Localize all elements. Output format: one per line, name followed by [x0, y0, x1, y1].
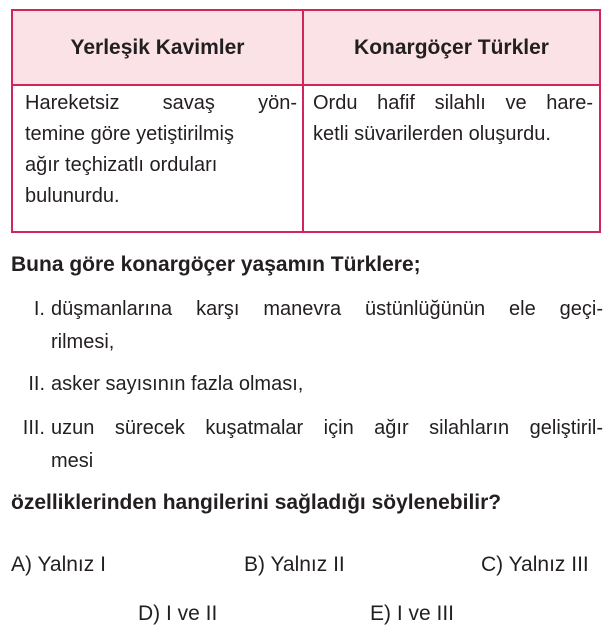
statement-line: rilmesi,	[51, 331, 115, 353]
cell-line: ketli süvarilerden oluşurdu.	[313, 123, 551, 145]
statement-item-2	[0, 368, 615, 404]
statement-text	[51, 368, 603, 401]
question-closing: özelliklerinden hangilerini sağladığı söylenebilir?	[11, 491, 502, 514]
header-nomadic-turks: Konargöçer Türkler	[354, 35, 549, 59]
option-c[interactable]: C) Yalnız III	[481, 553, 589, 576]
statement-text	[51, 412, 603, 478]
cell-sedentary-description	[25, 88, 297, 212]
statement-item-1	[0, 293, 615, 363]
statement-number: II.	[28, 373, 45, 395]
statement-number: III.	[22, 417, 45, 439]
statement-line: uzun sürecek kuşatmalar için ağır silahların geliştiril-	[51, 417, 603, 439]
statement-number: I.	[33, 298, 45, 320]
comparison-table	[11, 9, 601, 233]
option-e[interactable]: E) I ve III	[370, 602, 455, 625]
cell-line: Hareketsiz savaş yön-	[25, 92, 297, 114]
header-sedentary-peoples: Yerleşik Kavimler	[70, 35, 245, 59]
statement-text	[51, 293, 603, 359]
statement-line: asker sayısının fazla olması,	[51, 373, 304, 395]
cell-line: Ordu hafif silahlı ve hare-	[313, 92, 593, 114]
statement-item-3	[0, 412, 615, 482]
cell-line: ağır teçhizatlı orduları	[25, 154, 218, 176]
statement-line: mesi	[51, 450, 94, 472]
statement-line: düşmanlarına karşı manevra üstünlüğünün ele geçi-	[51, 298, 603, 320]
cell-nomadic-description	[313, 88, 593, 150]
option-a[interactable]: A) Yalnız I	[11, 553, 106, 576]
question-stem: Buna göre konargöçer yaşamın Türklere;	[11, 253, 421, 276]
option-d[interactable]: D) I ve II	[138, 602, 218, 625]
option-b[interactable]: B) Yalnız II	[244, 553, 345, 576]
cell-line: bulunurdu.	[25, 185, 120, 207]
cell-line: temine göre yetiştirilmiş	[25, 123, 234, 145]
